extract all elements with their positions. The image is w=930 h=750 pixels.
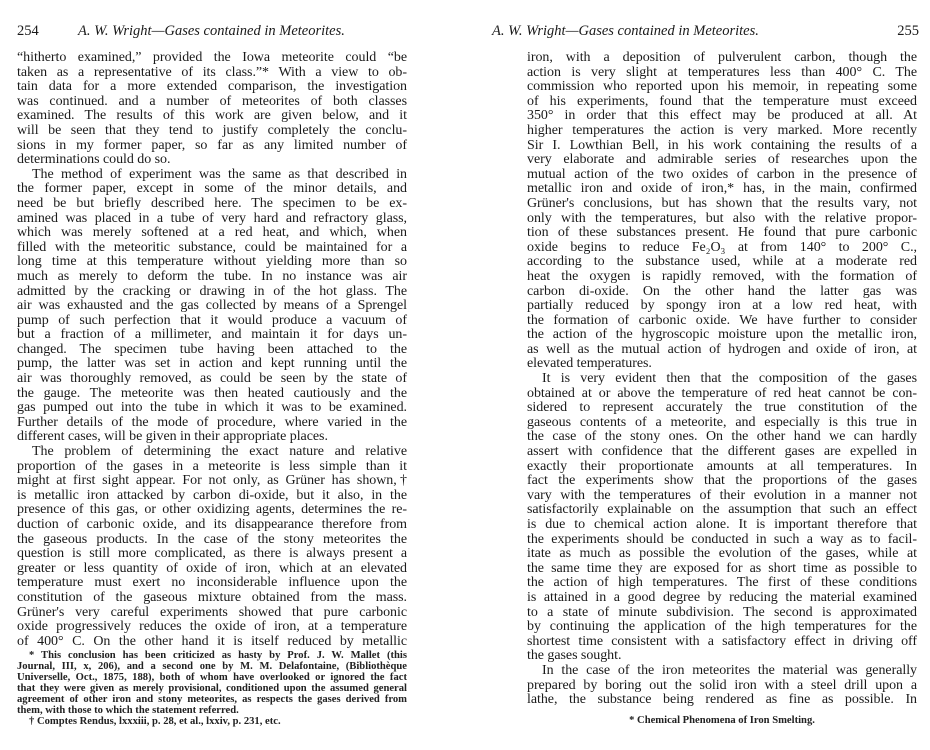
text-line: changed. The specimen tube having been attached to the — [17, 341, 407, 357]
text-line: might at first sight appear. For not only, as Grüner has shown,† — [17, 473, 407, 489]
footnote-line: that they were given as merely provisional, conditioned upon the assumed general — [17, 683, 407, 694]
text-line: air was exhausted and the gas collected by means of a Sprengel — [17, 298, 407, 314]
text-line: metallic iron and oxide of iron,* has, in the main, confirmed — [527, 181, 917, 197]
text-line: but a fraction of a millimeter, and maintain it for days un- — [17, 327, 407, 343]
text-line: by continuing the application of the high temperatures for the — [527, 619, 917, 635]
text-line: “hitherto examined,” provided the Iowa meteorite could “be — [17, 50, 407, 65]
text-line: the experiments should be conducted in such a way as to facil- — [527, 531, 917, 547]
text-line: only with the temperatures, but also with the relative propor- — [527, 210, 917, 226]
text-line: commission who reported upon his memoir, in repeating some — [527, 79, 917, 95]
text-line: mutual action of the two oxides of carbon in the presence of — [527, 166, 917, 182]
text-line: temperature must exert no inconsiderable influence upon the — [17, 575, 407, 591]
text-line: very elaborate and admirable series of researches upon the — [527, 152, 917, 168]
text-line: taken as a representative of its class.”* With a view to ob- — [17, 64, 407, 80]
text-line: shortest time consistent with a satisfactory effect in driving off — [527, 633, 917, 649]
text-line: gaseous contents of a meteorite, and especially is this true in — [527, 414, 917, 430]
footnote-line: agreement of other iron and stony meteorites, as respects the gases derived from — [17, 694, 407, 705]
page-number: 254 — [17, 23, 39, 39]
text-line: need be but briefly described here. The specimen to be ex- — [17, 195, 407, 211]
text-line: itate as much as possible the evolution of the gases, while at — [527, 546, 917, 562]
text-line: tain data for a more extended comparison, the investigation — [17, 79, 407, 95]
text-line: the former paper, except in some of the minor details, and — [17, 181, 407, 197]
text-line: satisfactorily explainable on the assumption that such an effect — [527, 502, 917, 518]
text-line: will be seen that they tend to justify completely the conclu- — [17, 122, 407, 138]
text-line: Grüner's very careful experiments showed that pure carbonic — [17, 604, 407, 620]
text-line: of his experiments, found that the temperature must exceed — [527, 93, 917, 109]
text-line: was continued. and a number of meteorites of both classes — [17, 93, 407, 109]
running-title: A. W. Wright—Gases contained in Meteorites. — [492, 23, 759, 39]
text-line: the case of the stony ones. On the other hand we can hardly — [527, 429, 917, 445]
text-line: which was merely softened at a red heat, and which, when — [17, 225, 407, 241]
text-line: pump, the latter was set in action and kept running until the — [17, 356, 407, 372]
running-head — [492, 22, 919, 40]
text-line: oxide begins to reduce Fe₂O₃ at from 140° to 200° C., — [527, 239, 917, 255]
text-line: the action of high temperatures. The first of these conditions — [527, 575, 917, 591]
text-line: oxide progressively reduces the oxide of iron, at a temperature — [17, 619, 407, 635]
text-line: sions in my former paper, so far as any limited number of — [17, 137, 407, 153]
body-text — [527, 51, 917, 708]
text-line: obtained at or above the temperature of red heat cannot be con- — [527, 385, 917, 401]
text-line: amined was placed in a tube of very hard and refractory glass, — [17, 210, 407, 226]
footnote-line: Universelle, Oct., 1875, 188), both of whom have overlooked or ignored the fact — [17, 672, 407, 683]
text-line: It is very evident then that the composition of the gases — [542, 371, 917, 387]
text-line: air was thoroughly removed, as could be seen by the state of — [17, 371, 407, 387]
text-line: the same time they are exposed for as short time as possible to — [527, 560, 917, 576]
running-head — [17, 22, 407, 40]
text-line: lathe, the substance being rendered as fine as possible. In — [527, 692, 917, 708]
footnote-line: * Chemical Phenomena of Iron Smelting. — [629, 715, 815, 726]
text-line: carbon di-oxide. On the other hand the latter gas was — [527, 283, 917, 299]
text-line: greater or less quantity of oxide of iron, which at an elevated — [17, 560, 407, 576]
text-line: partially reduced by spongy iron at a low red heat, with — [527, 298, 917, 314]
text-line: Grüner's conclusions, but has shown that the results vary, not — [527, 195, 917, 211]
text-line: tion of these substances present. He found that pure carbonic — [527, 225, 917, 241]
text-line: action is very slight at temperatures less than 400° C. The — [527, 64, 917, 80]
text-line: different cases, will be given in their appropriate places. — [17, 429, 328, 445]
text-line: pump of such perfection that it would produce a vacuum of — [17, 312, 407, 328]
text-line: elevated temperatures. — [527, 356, 652, 372]
text-line: heat the oxygen is rapidly removed, with the formation of — [527, 268, 917, 284]
text-line: examined. The results of this work are given below, and it — [17, 108, 407, 124]
text-line: In the case of the iron meteorites the material was generally — [542, 662, 917, 678]
text-line: the gauge. The meteorite was then heated cautiously and the — [17, 385, 407, 401]
footnote-line: † Comptes Rendus, lxxxiii, p. 28, et al., lxxiv, p. 231, etc. — [29, 716, 281, 727]
running-title: A. W. Wright—Gases contained in Meteorites. — [78, 23, 345, 39]
text-line: prepared by boring out the solid iron with a steel drill upon a — [527, 677, 917, 693]
text-line: The problem of determining the exact nature and relative — [32, 444, 407, 460]
body-text — [17, 51, 407, 649]
text-line: Further details of the mode of procedure, where varied in the — [17, 414, 407, 430]
text-line: sidered to represent accurately the true constitution of the — [527, 400, 917, 416]
text-line: question is still more complicated, as there is always present a — [17, 546, 407, 562]
text-line: presence of this gas, or other oxidizing agents, determines the re- — [17, 502, 407, 518]
text-line: much as merely to deform the tube. In no instance was air — [17, 268, 407, 284]
footnote-line: them, with those to which the statement referred. — [17, 705, 239, 716]
text-line: determinations could do so. — [17, 152, 171, 168]
text-line: gas pumped out into the tube in which it was to be examined. — [17, 400, 407, 416]
text-line: to a state of minute subdivision. The second is approximated — [527, 604, 917, 620]
footnotes — [17, 650, 407, 727]
text-line: fact the experiments show that the proportions of the gases — [527, 473, 917, 489]
footnote-line: * This conclusion has been criticized as hasty by Prof. J. W. Mallet (this — [29, 650, 407, 661]
text-line: 350° in order that this effect may be produced at all. At — [527, 108, 917, 124]
text-line: long time at this temperature without yielding more than so — [17, 254, 407, 270]
text-line: proportion of the gases in a meteorite is less simple than it — [17, 458, 407, 474]
text-line: The method of experiment was the same as that described in — [32, 166, 407, 182]
text-line: is attained in a good degree by reducing the material examined — [527, 589, 917, 605]
footnote-line: Journal, III, x, 206), and a second one by M. M. Delafontaine, (Bibliothèque — [17, 661, 407, 672]
text-line: the formation of carbonic oxide. We have further to consider — [527, 312, 917, 328]
text-line: the gases sought. — [527, 648, 622, 664]
text-line: of 400° C. On the other hand it is itself reduced by metallic — [17, 633, 407, 649]
text-line: as well as the mutual action of hydrogen and oxide of iron, at — [527, 341, 917, 357]
footnotes — [527, 715, 917, 726]
text-line: filled with the meteoritic substance, could be maintained for a — [17, 239, 407, 255]
text-line: vary with the temperatures of their evolution in a manner not — [527, 487, 917, 503]
text-line: constitution of the gaseous mixture obtained from the mass. — [17, 589, 407, 605]
text-line: the gaseous products. In the case of the stony meteorites the — [17, 531, 407, 547]
text-line: assert with confidence that the different gases are expelled in — [527, 444, 917, 460]
text-line: is due to chemical action alone. It is important therefore that — [527, 517, 917, 532]
text-line: the action of the hygroscopic moisture upon the metallic iron, — [527, 327, 917, 343]
page-number: 255 — [897, 23, 919, 39]
text-line: exactly their proportionate amounts at all temperatures. In — [527, 458, 917, 474]
text-line: higher temperatures the action is very marked. More recently — [527, 122, 917, 138]
text-line: admitted by the cracking or drawing in of the hot glass. The — [17, 283, 407, 299]
text-line: duction of carbonic oxide, and its disappearance therefore from — [17, 517, 407, 532]
text-line: iron, with a deposition of pulverulent carbon, though the — [527, 50, 917, 65]
text-line: according to the substance used, while at a moderate red — [527, 254, 917, 270]
text-line: is metallic iron attacked by carbon di-oxide, but it also, in the — [17, 487, 407, 503]
text-line: Sir I. Lowthian Bell, in his work containing the results of a — [527, 137, 917, 153]
